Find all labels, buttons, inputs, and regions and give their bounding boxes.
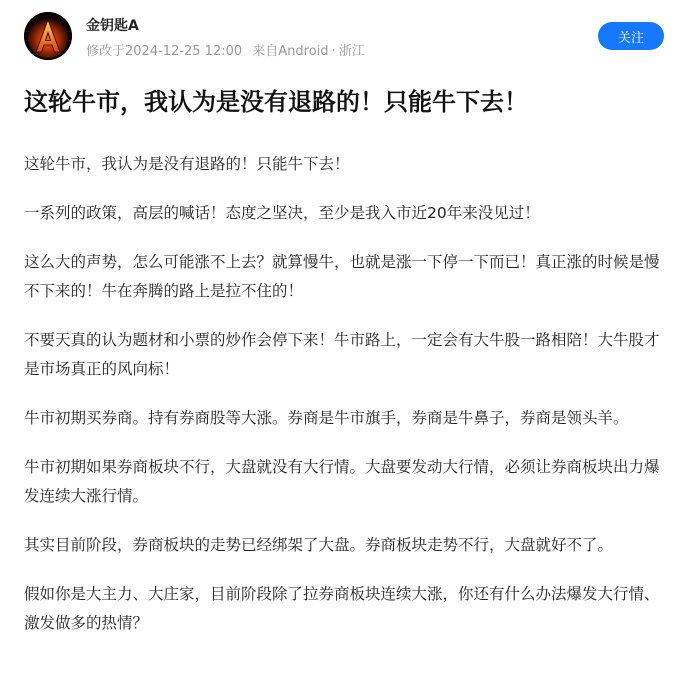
post-location: 浙江 [338,44,365,59]
article-paragraph: 牛市初期买券商。持有券商股等大涨。券商是牛市旗手，券商是牛鼻子，券商是领头羊。 [24,409,629,427]
article-paragraph: 假如你是大主力、大庄家，目前阶段除了拉券商板块连续大涨，你还有什么办法爆发大行情、激发做多的热情？ [24,585,660,632]
article-title: 这轮牛市，我认为是没有退路的！只能牛下去！ [24,88,528,116]
article-paragraph: 一系列的政策，高层的喊话！态度之坚决，至少是我入市近20年来没见过！ [24,204,540,222]
modified-time: 修改于2024-12-25 12:00 [86,44,243,59]
author-bar [24,12,664,60]
post-meta: 修改于2024-12-25 12:00 来自Android · 浙江 [86,44,365,59]
article-paragraph: 这么大的声势，怎么可能涨不上去？就算慢牛，也就是涨一下停一下而已！真正涨的时候是慢不下来的！牛在奔腾的路上是拉不住的！ [24,253,660,300]
follow-button[interactable]: 关注 [598,22,664,50]
article-paragraph: 不要天真的认为题材和小票的炒作会停下来！牛市路上，一定会有大牛股一路相陪！大牛股才是市场真正的风向标！ [24,331,660,378]
article-paragraph: 这轮牛市，我认为是没有退路的！只能牛下去！ [24,155,350,173]
author-name[interactable]: 金钥匙A [86,18,139,34]
article-paragraph: 其实目前阶段，券商板块的走势已经绑架了大盘。券商板块走势不行，大盘就好不了。 [24,536,614,554]
article-body [24,150,672,658]
post-source: 来自Android [252,44,329,59]
avatar-a-logo-icon [24,12,72,60]
article-paragraph: 牛市初期如果券商板块不行，大盘就没有大行情。大盘要发动大行情，必须让券商板块出力爆发连续大涨行情。 [24,458,660,505]
avatar[interactable] [24,12,72,60]
